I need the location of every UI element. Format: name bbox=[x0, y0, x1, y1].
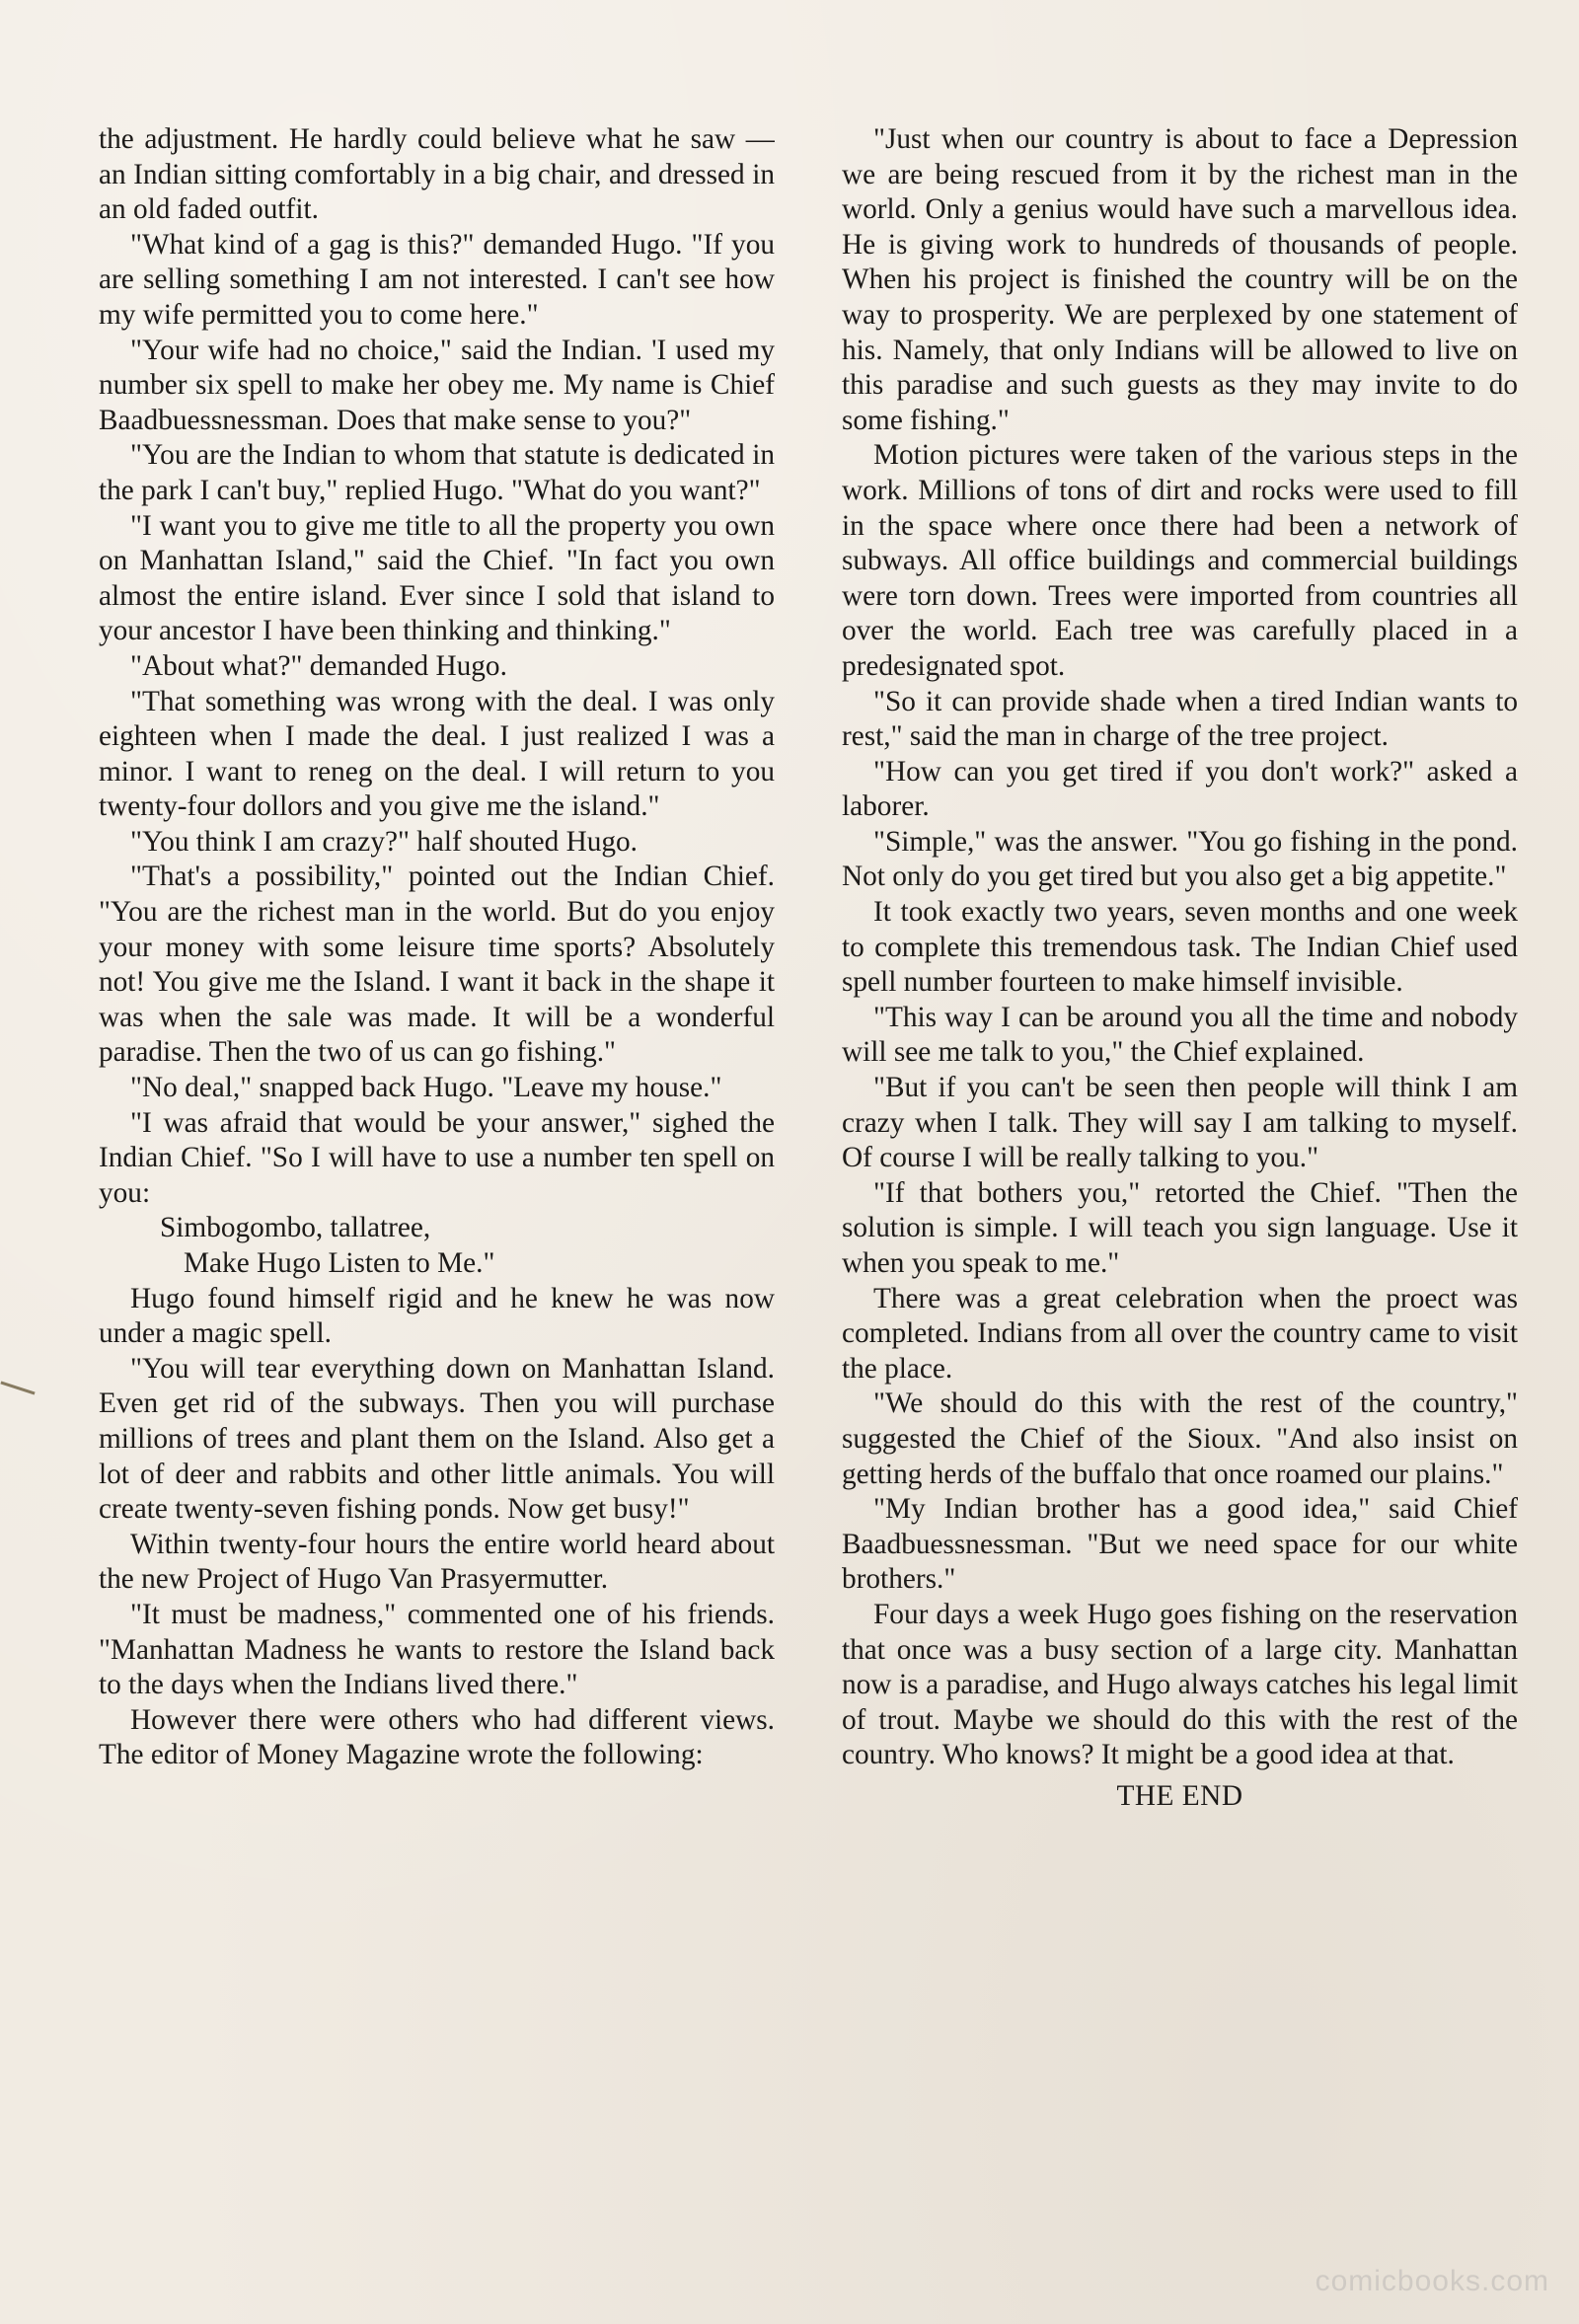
paragraph: the adjustment. He hardly could believe what he saw — an Indian sitting comfortably in a big chair, and dressed in an old faded outfit. bbox=[99, 123, 775, 226]
page-edge-mark bbox=[0, 1382, 35, 1395]
paragraph: There was a great celebration when the proect was completed. Indians from all over the country came to visit the place. bbox=[842, 1282, 1518, 1385]
paragraph: "We should do this with the rest of the country," suggested the Chief of the Sioux. "And also insist on getting herds of the buffalo that once roamed our plains." bbox=[842, 1387, 1518, 1490]
paragraph: "You think I am crazy?" half shouted Hugo. bbox=[130, 825, 639, 858]
paragraph: "It must be madness," commented one of his friends. "Manhattan Madness he wants to restore the Island back to the days when the Indians lived there." bbox=[99, 1598, 775, 1701]
paragraph: "You are the Indian to whom that statute is dedicated in the park I can't buy," replied Hugo. "What do you want?" bbox=[99, 439, 775, 506]
paragraph: Four days a week Hugo goes fishing on the reservation that once was a busy section of a large city. Manhattan now is a paradise, and Hugo always catches his legal limit of trout. Maybe we should do this with the rest of the country. Who knows? It might be a good idea at that. bbox=[842, 1598, 1518, 1771]
paragraph: "That something was wrong with the deal. I was only eighteen when I made the deal. I just realized I was a minor. I want to reneg on the deal. I will return to you twenty-four dollors and you give me the island." bbox=[99, 685, 775, 823]
paragraph: "I want you to give me title to all the property you own on Manhattan Island," said the Chief. "In fact you own almost the entire island. Ever since I sold that island to your ancestor I have been thinking and thinking." bbox=[99, 509, 775, 647]
watermark: comicbooks.com bbox=[1315, 2265, 1549, 2297]
left-column bbox=[99, 122, 775, 2205]
paragraph: "If that bothers you," retorted the Chief. "Then the solution is simple. I will teach you sign language. Use it when you speak to me." bbox=[842, 1176, 1518, 1279]
paragraph: "Just when our country is about to face a Depression we are being rescued from it by the richest man in the world. Only a genius would have such a marvellous idea. He is giving work to hundreds of thousands of people. When his project is finished the country will be on the way to prosperity. We are perplexed by one statement of his. Namely, that only Indians will be allowed to live on this paradise and such guests as they may invite to do some fishing." bbox=[842, 123, 1518, 436]
paragraph: "So it can provide shade when a tired Indian wants to rest," said the man in charge of the tree project. bbox=[842, 685, 1518, 753]
paragraph: Motion pictures were taken of the various steps in the work. Millions of tons of dirt and rocks were used to fill in the space where once there had been a network of subways. All office buildings and commercial buildings were torn down. Trees were imported from countries all over the world. Each tree was carefully placed in a predesignated spot. bbox=[842, 439, 1518, 682]
paragraph: "My Indian brother has a good idea," said Chief Baadbuessnessman. "But we need space for our white brothers." bbox=[842, 1493, 1518, 1596]
paragraph: "You will tear everything down on Manhattan Island. Even get rid of the subways. Then you will purchase millions of trees and plant them on the Island. Also get a lot of deer and rabbits and other little animals. You will create twenty-seven fishing ponds. Now get busy!" bbox=[99, 1352, 775, 1526]
paragraph: "No deal," snapped back Hugo. "Leave my house." bbox=[130, 1072, 722, 1104]
paragraph: Within twenty-four hours the entire world heard about the new Project of Hugo Van Prasyermutter. bbox=[99, 1528, 775, 1596]
paragraph: However there were others who had different views. The editor of Money Magazine wrote the following: bbox=[99, 1703, 775, 1771]
paragraph: "Simple," was the answer. "You go fishing in the pond. Not only do you get tired but you also get a big appetite." bbox=[842, 825, 1518, 893]
spell-verse-line: Simbogombo, tallatree, bbox=[160, 1212, 431, 1244]
right-column bbox=[842, 122, 1518, 2205]
paragraph: "That's a possibility," pointed out the Indian Chief. "You are the richest man in the world. But do you enjoy your money with some leisure time sports? Absolutely not! You give me the Island. I want it back in the shape it was when the sale was made. It will be a wonderful paradise. Then the two of us can go fishing." bbox=[99, 861, 775, 1069]
paragraph: "About what?" demanded Hugo. bbox=[130, 649, 507, 682]
spell-verse-line: Make Hugo Listen to Me." bbox=[184, 1247, 495, 1279]
paragraph: "How can you get tired if you don't work?" asked a laborer. bbox=[842, 755, 1518, 823]
paragraph: "But if you can't be seen then people will think I am crazy when I talk. They will say I am talking to myself. Of course I will be really talking to you." bbox=[842, 1072, 1518, 1174]
paragraph: "I was afraid that would be your answer," sighed the Indian Chief. "So I will have to use a number ten spell on you: bbox=[99, 1106, 775, 1209]
paragraph: Hugo found himself rigid and he knew he was now under a magic spell. bbox=[99, 1282, 775, 1350]
paragraph: "What kind of a gag is this?" demanded Hugo. "If you are selling something I am not interested. I can't see how my wife permitted you to come here." bbox=[99, 228, 775, 331]
paragraph: "Your wife had no choice," said the Indian. 'I used my number six spell to make her obey me. My name is Chief Baadbuessnessman. Does that make sense to you?" bbox=[99, 334, 775, 436]
paragraph: "This way I can be around you all the time and nobody will see me talk to you," the Chief explained. bbox=[842, 1001, 1518, 1069]
the-end-label: THE END bbox=[1116, 1779, 1243, 1812]
paragraph: It took exactly two years, seven months and one week to complete this tremendous task. The Indian Chief used spell number fourteen to make himself invisible. bbox=[842, 896, 1518, 999]
